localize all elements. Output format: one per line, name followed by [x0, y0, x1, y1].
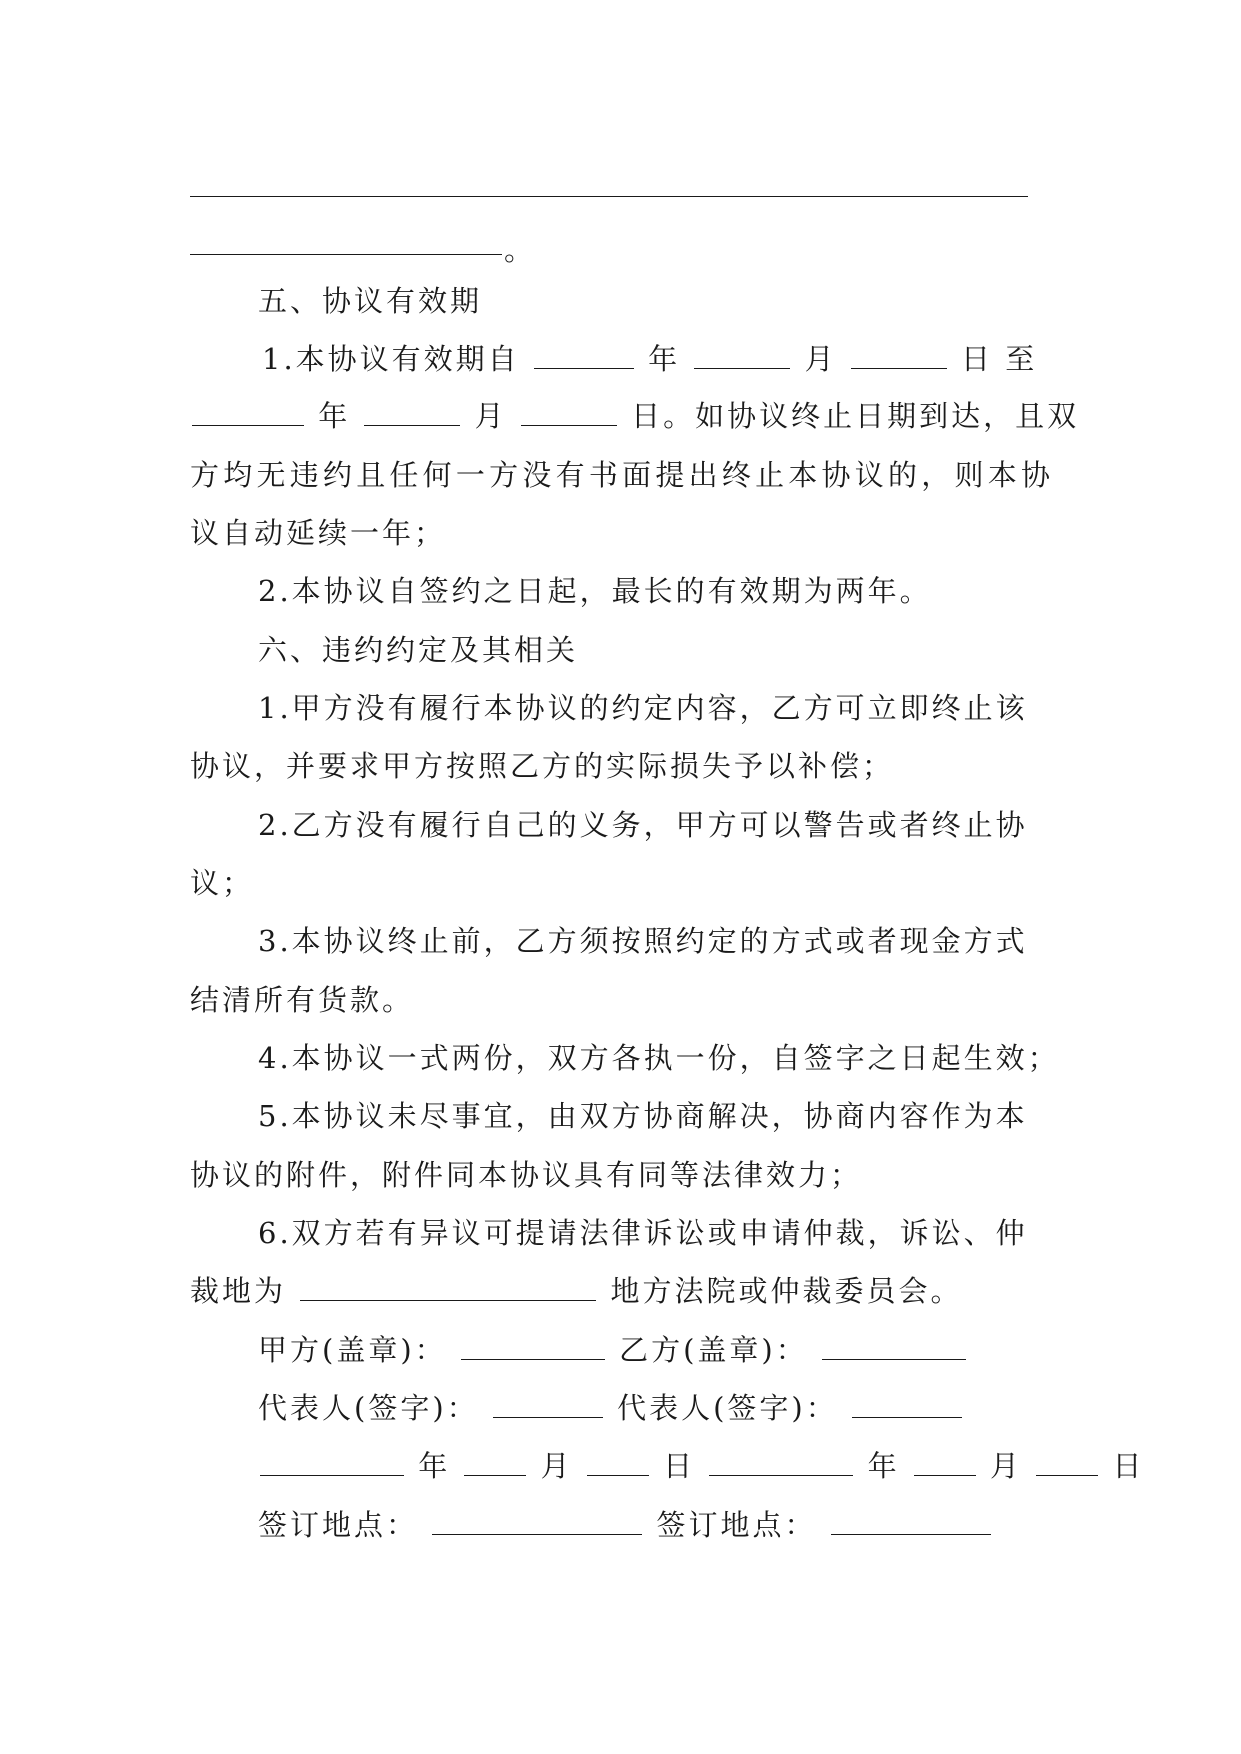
blank-day-a [587, 1447, 649, 1476]
section-5-heading: 五、协议有效期 [258, 284, 483, 318]
section-6-item-1-b: 协议，并要求甲方按照乙方的实际损失予以补偿； [190, 749, 895, 783]
section-6-item-1-a: 1.甲方没有履行本协议的约定内容，乙方可立即终止该 [258, 691, 1028, 725]
blank-venue [300, 1272, 596, 1301]
item-6-tail: 地方法院或仲裁委员会。 [610, 1274, 963, 1308]
year-label: 年 [318, 399, 351, 433]
blank-month-b [914, 1447, 976, 1476]
year-label: 年 [867, 1449, 900, 1483]
month-label: 月 [474, 399, 507, 433]
month-label: 月 [990, 1449, 1023, 1483]
signature-seal-row [258, 1330, 968, 1370]
party-b-rep-label: 代表人(签字)： [617, 1391, 838, 1425]
section-5-item-2: 2.本协议自签约之日起，最长的有效期为两年。 [258, 574, 932, 608]
signature-date-row [258, 1446, 1145, 1486]
section-6-item-5-b: 协议的附件，附件同本协议具有同等法律效力； [190, 1158, 863, 1192]
signature-place-row [258, 1505, 993, 1545]
section-6-item-3-b: 结清所有货款。 [190, 983, 415, 1017]
section-6-item-2-a: 2.乙方没有履行自己的义务，甲方可以警告或者终止协 [258, 808, 1028, 842]
section-6-item-6-a: 6.双方若有异议可提请法律诉讼或申请仲裁，诉讼、仲 [258, 1216, 1028, 1250]
month-label: 月 [804, 342, 837, 376]
section-6-item-5-a: 5.本协议未尽事宜，由双方协商解决，协商内容作为本 [258, 1099, 1028, 1133]
blank-month [694, 340, 790, 369]
blank-month [364, 397, 460, 426]
day-label: 日 [1112, 1449, 1145, 1483]
blank-place-a [432, 1506, 642, 1535]
to-label: 至 [1005, 342, 1038, 376]
year-label: 年 [648, 342, 681, 376]
blank-year-b [709, 1447, 853, 1476]
blank-day [851, 340, 947, 369]
year-label: 年 [418, 1449, 451, 1483]
month-label: 月 [540, 1449, 573, 1483]
section-6-item-4: 4.本协议一式两份，双方各执一份，自签字之日起生效； [258, 1041, 1060, 1075]
party-b-seal-label: 乙方(盖章)： [619, 1333, 808, 1367]
blank-line-short [190, 254, 502, 255]
continuation-period: 。 [504, 233, 537, 267]
section-5-item-1-line-2 [190, 396, 1079, 436]
section-5-item-1-line-4: 议自动延续一年； [190, 516, 447, 550]
section-6-item-3-a: 3.本协议终止前，乙方须按照约定的方式或者现金方式 [258, 924, 1028, 958]
place-label-a: 签订地点： [258, 1508, 419, 1542]
blank-month-a [464, 1447, 526, 1476]
item-1-tail: 日。如协议终止日期到达，且双 [631, 399, 1080, 433]
item-6-lead: 裁地为 [190, 1274, 287, 1308]
section-6-item-2-b: 议； [190, 866, 255, 900]
blank-party-b-seal [822, 1331, 966, 1360]
section-6-item-6-b [190, 1271, 962, 1311]
blank-day [521, 397, 617, 426]
blank-year [534, 340, 634, 369]
blank-year-a [260, 1447, 404, 1476]
day-label: 日 [961, 342, 994, 376]
section-6-heading: 六、违约约定及其相关 [258, 633, 579, 667]
place-label-b: 签订地点： [656, 1508, 817, 1542]
blank-party-a-rep [493, 1389, 603, 1418]
blank-party-b-rep [852, 1389, 962, 1418]
blank-party-a-seal [461, 1331, 605, 1360]
section-5-item-1-line-3: 方均无违约且任何一方没有书面提出终止本协议的，则本协 [190, 458, 1050, 492]
item-1-lead: 1.本协议有效期自 [262, 342, 520, 376]
section-5-item-1-line-1 [262, 339, 1037, 379]
party-a-rep-label: 代表人(签字)： [258, 1391, 479, 1425]
signature-rep-row [258, 1388, 964, 1428]
blank-day-b [1036, 1447, 1098, 1476]
blank-place-b [831, 1506, 991, 1535]
party-a-seal-label: 甲方(盖章)： [258, 1333, 447, 1367]
blank-year [192, 397, 304, 426]
day-label: 日 [663, 1449, 696, 1483]
blank-line-full [190, 196, 1028, 197]
